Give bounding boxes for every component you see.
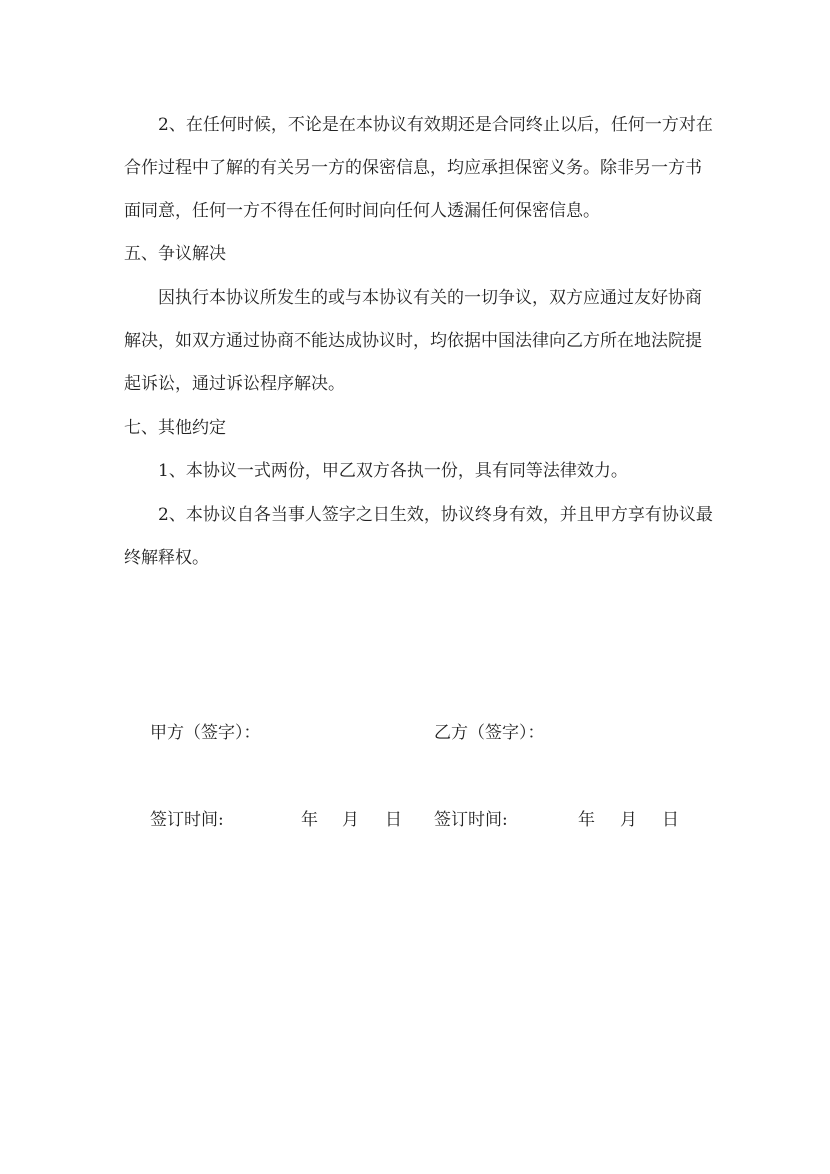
party-a-year: 年 bbox=[301, 810, 318, 830]
party-b-signature-label: 乙方（签字）： bbox=[434, 723, 545, 743]
party-b-date-label: 签订时间: bbox=[434, 810, 508, 830]
section-heading: 五、争议解决 bbox=[124, 244, 226, 264]
party-a-signature-label: 甲方（签字）： bbox=[150, 723, 261, 743]
paragraph-line: 面同意，任何一方不得在任何时间向任何人透漏任何保密信息。 bbox=[124, 201, 600, 221]
party-a-month: 月 bbox=[342, 810, 359, 830]
paragraph-line: 起诉讼，通过诉讼程序解决。 bbox=[124, 374, 345, 394]
paragraph-line: 解决，如双方通过协商不能达成协议时，均依据中国法律向乙方所在地法院提 bbox=[124, 331, 702, 351]
paragraph-line: 2、本协议自各当事人签字之日生效，协议终身有效，并且甲方享有协议最 bbox=[158, 505, 713, 525]
party-a-date-label: 签订时间: bbox=[150, 810, 224, 830]
party-a-day: 日 bbox=[385, 810, 402, 830]
party-b-month: 月 bbox=[620, 810, 637, 830]
paragraph-line: 终解释权。 bbox=[124, 548, 209, 568]
paragraph-line: 1、本协议一式两份，甲乙双方各执一份，具有同等法律效力。 bbox=[158, 461, 628, 481]
section-heading: 七、其他约定 bbox=[124, 418, 226, 438]
paragraph-line: 因执行本协议所发生的或与本协议有关的一切争议，双方应通过友好协商 bbox=[158, 288, 702, 308]
party-b-year: 年 bbox=[578, 810, 595, 830]
paragraph-line: 2、在任何时候，不论是在本协议有效期还是合同终止以后，任何一方对在 bbox=[158, 115, 713, 135]
paragraph-line: 合作过程中了解的有关另一方的保密信息，均应承担保密义务。除非另一方书 bbox=[124, 158, 702, 178]
party-b-day: 日 bbox=[662, 810, 679, 830]
